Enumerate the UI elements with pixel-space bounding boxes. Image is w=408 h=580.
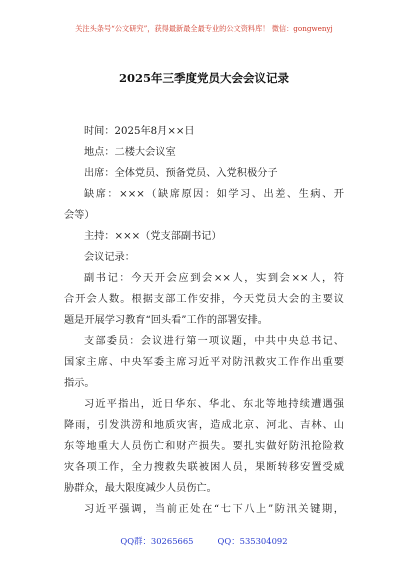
- meeting-absent: 缺席：×××（缺席原因：如学习、出差、生病、开: [84, 189, 344, 200]
- document-body: [64, 121, 344, 520]
- meeting-host: 主持：×××（党支部副书记）: [84, 231, 222, 242]
- paragraph-line: 副书记：今天开会应到会××人，实到会××人，符: [84, 273, 344, 284]
- footer-qq: QQ：535304092: [217, 536, 288, 546]
- paragraph-line: 东等地重大人员伤亡和财产损失。要扎实做好防汛抢险救: [64, 441, 344, 452]
- paragraph-line: 国家主席、中央军委主席习近平对防汛救灾工作作出重要: [64, 357, 344, 368]
- meeting-attendees: 出席：全体党员、预备党员、入党积极分子: [84, 168, 278, 179]
- meeting-record-label: 会议记录：: [84, 252, 135, 263]
- paragraph-line: 题是开展学习教育“回头看”工作的部署安排。: [64, 315, 268, 326]
- footer-qq-group: QQ群：30265665: [120, 536, 194, 546]
- page-header-notice: 关注头条号“公文研究”，获得最新最全最专业的公文资料库！ 微信：gongwenyj: [75, 24, 333, 33]
- paragraph-line: 习近平强调，当前正处在“七下八上”防汛关键期，: [84, 504, 344, 515]
- meeting-location: 地点：二楼大会议室: [84, 147, 176, 158]
- document-title: 2025年三季度党员大会会议记录: [118, 71, 289, 85]
- paragraph-line: 灾各项工作，全力搜救失联被困人员，果断转移安置受威: [64, 462, 344, 473]
- paragraph-line: 胁群众，最大限度减少人员伤亡。: [64, 483, 217, 494]
- paragraph-line: 指示。: [64, 378, 95, 389]
- meeting-absent-cont: 会等）: [64, 210, 95, 221]
- paragraph-line: 合开会人数。根据支部工作安排，今天党员大会的主要议: [64, 294, 344, 305]
- paragraph-line: 降雨，引发洪涝和地质灾害，造成北京、河北、吉林、山: [64, 420, 344, 431]
- page-footer: [0, 535, 408, 547]
- meeting-time: 时间：2025年8月××日: [84, 126, 195, 137]
- paragraph-line: 支部委员：会议进行第一项议题，中共中央总书记、: [84, 336, 344, 347]
- paragraph-line: 习近平指出，近日华东、华北、东北等地持续遭遇强: [84, 399, 344, 410]
